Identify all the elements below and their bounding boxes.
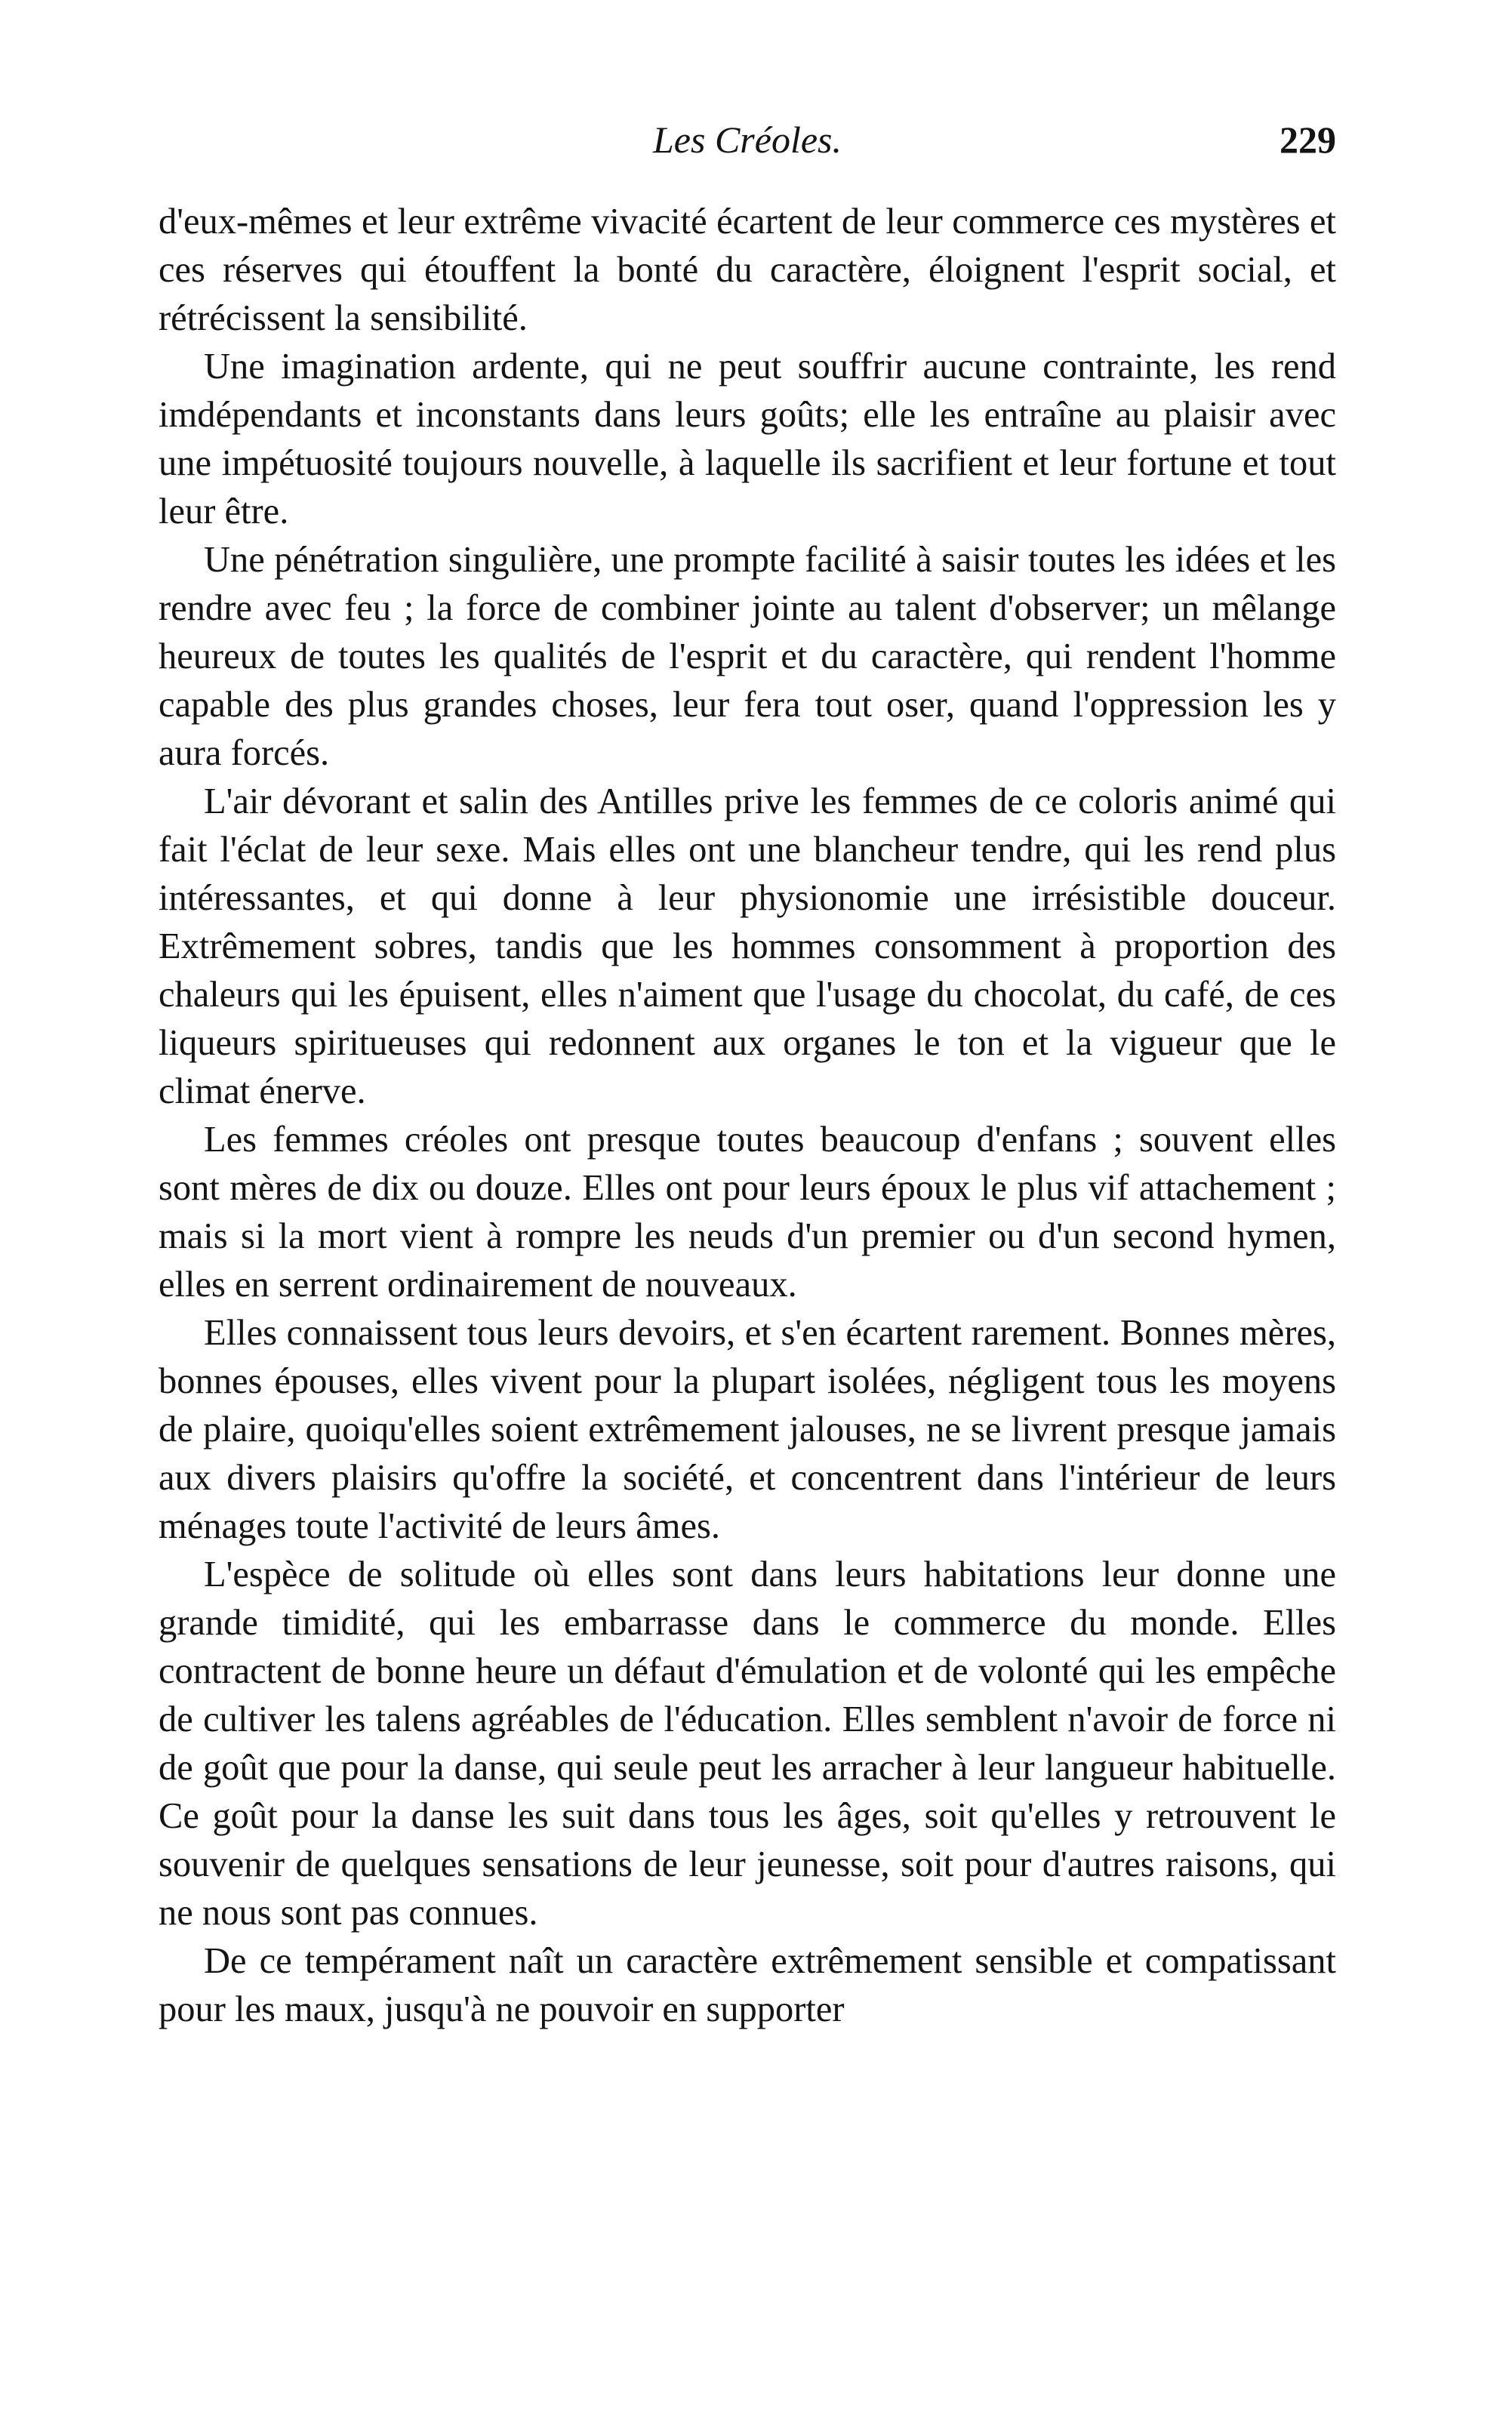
body-text	[159, 198, 1336, 2034]
paragraph: Une pénétration singulière, une prompte facilité à saisir toutes les idées et les rendre avec feu ; la force de combiner jointe au talent d'observer; un mêlange heureux de toutes les qualités de l'esprit et du caractère, qui rendent l'homme capable des plus grandes choses, leur fera tout oser, quand l'oppression les y aura forcés.	[159, 540, 1336, 773]
paragraph: d'eux-mêmes et leur extrême vivacité écartent de leur commerce ces mystères et ces réserves qui étouffent la bonté du caractère, éloignent l'esprit social, et rétrécissent la sensibilité.	[159, 202, 1336, 338]
paragraph: De ce tempérament naît un caractère extrêmement sensible et compatissant pour les maux, jusqu'à ne pouvoir en supporter	[159, 1941, 1336, 2029]
page-number: 229	[1280, 119, 1336, 161]
paragraph: L'air dévorant et salin des Antilles prive les femmes de ce coloris animé qui fait l'éclat de leur sexe. Mais elles ont une blancheur tendre, qui les rend plus intéressantes, et qui donne à leur physionomie une irrésistible douceur. Extrêmement sobres, tandis que les hommes consomment à proportion des chaleurs qui les épuisent, elles n'aiment que l'usage du chocolat, du café, de ces liqueurs spiritueuses qui redonnent aux organes le ton et la vigueur que le climat énerve.	[159, 781, 1336, 1111]
page-header	[159, 113, 1336, 166]
paragraph: Elles connaissent tous leurs devoirs, et s'en écartent rarement. Bonnes mères, bonnes épouses, elles vivent pour la plupart isolées, négligent tous les moyens de plaire, quoiqu'elles soient extrêmement jalouses, ne se livrent presque jamais aux divers plaisirs qu'offre la société, et concentrent dans l'intérieur de leurs ménages toute l'activité de leurs âmes.	[159, 1313, 1336, 1546]
paragraph: L'espèce de solitude où elles sont dans leurs habitations leur donne une grande timidité, qui les embarrasse dans le commerce du monde. Elles contractent de bonne heure un défaut d'émulation et de volonté qui les empêche de cultiver les talens agréables de l'éducation. Elles semblent n'avoir de force ni de goût que pour la danse, qui seule peut les arracher à leur langueur habituelle. Ce goût pour la danse les suit dans tous les âges, soit qu'elles y retrouvent le souvenir de quelques sensations de leur jeunesse, soit pour d'autres raisons, qui ne nous sont pas connues.	[159, 1554, 1336, 1933]
running-title: Les Créoles.	[653, 119, 842, 161]
paragraph: Une imagination ardente, qui ne peut souffrir aucune contrainte, les rend imdépendants et inconstants dans leurs goûts; elle les entraîne au plaisir avec une impétuosité toujours nouvelle, à laquelle ils sacrifient et leur fortune et tout leur être.	[159, 347, 1336, 531]
paragraph: Les femmes créoles ont presque toutes beaucoup d'enfans ; souvent elles sont mères de dix ou douze. Elles ont pour leurs époux le plus vif attachement ; mais si la mort vient à rompre les neuds d'un premier ou d'un second hymen, elles en serrent ordinairement de nouveaux.	[159, 1120, 1336, 1305]
